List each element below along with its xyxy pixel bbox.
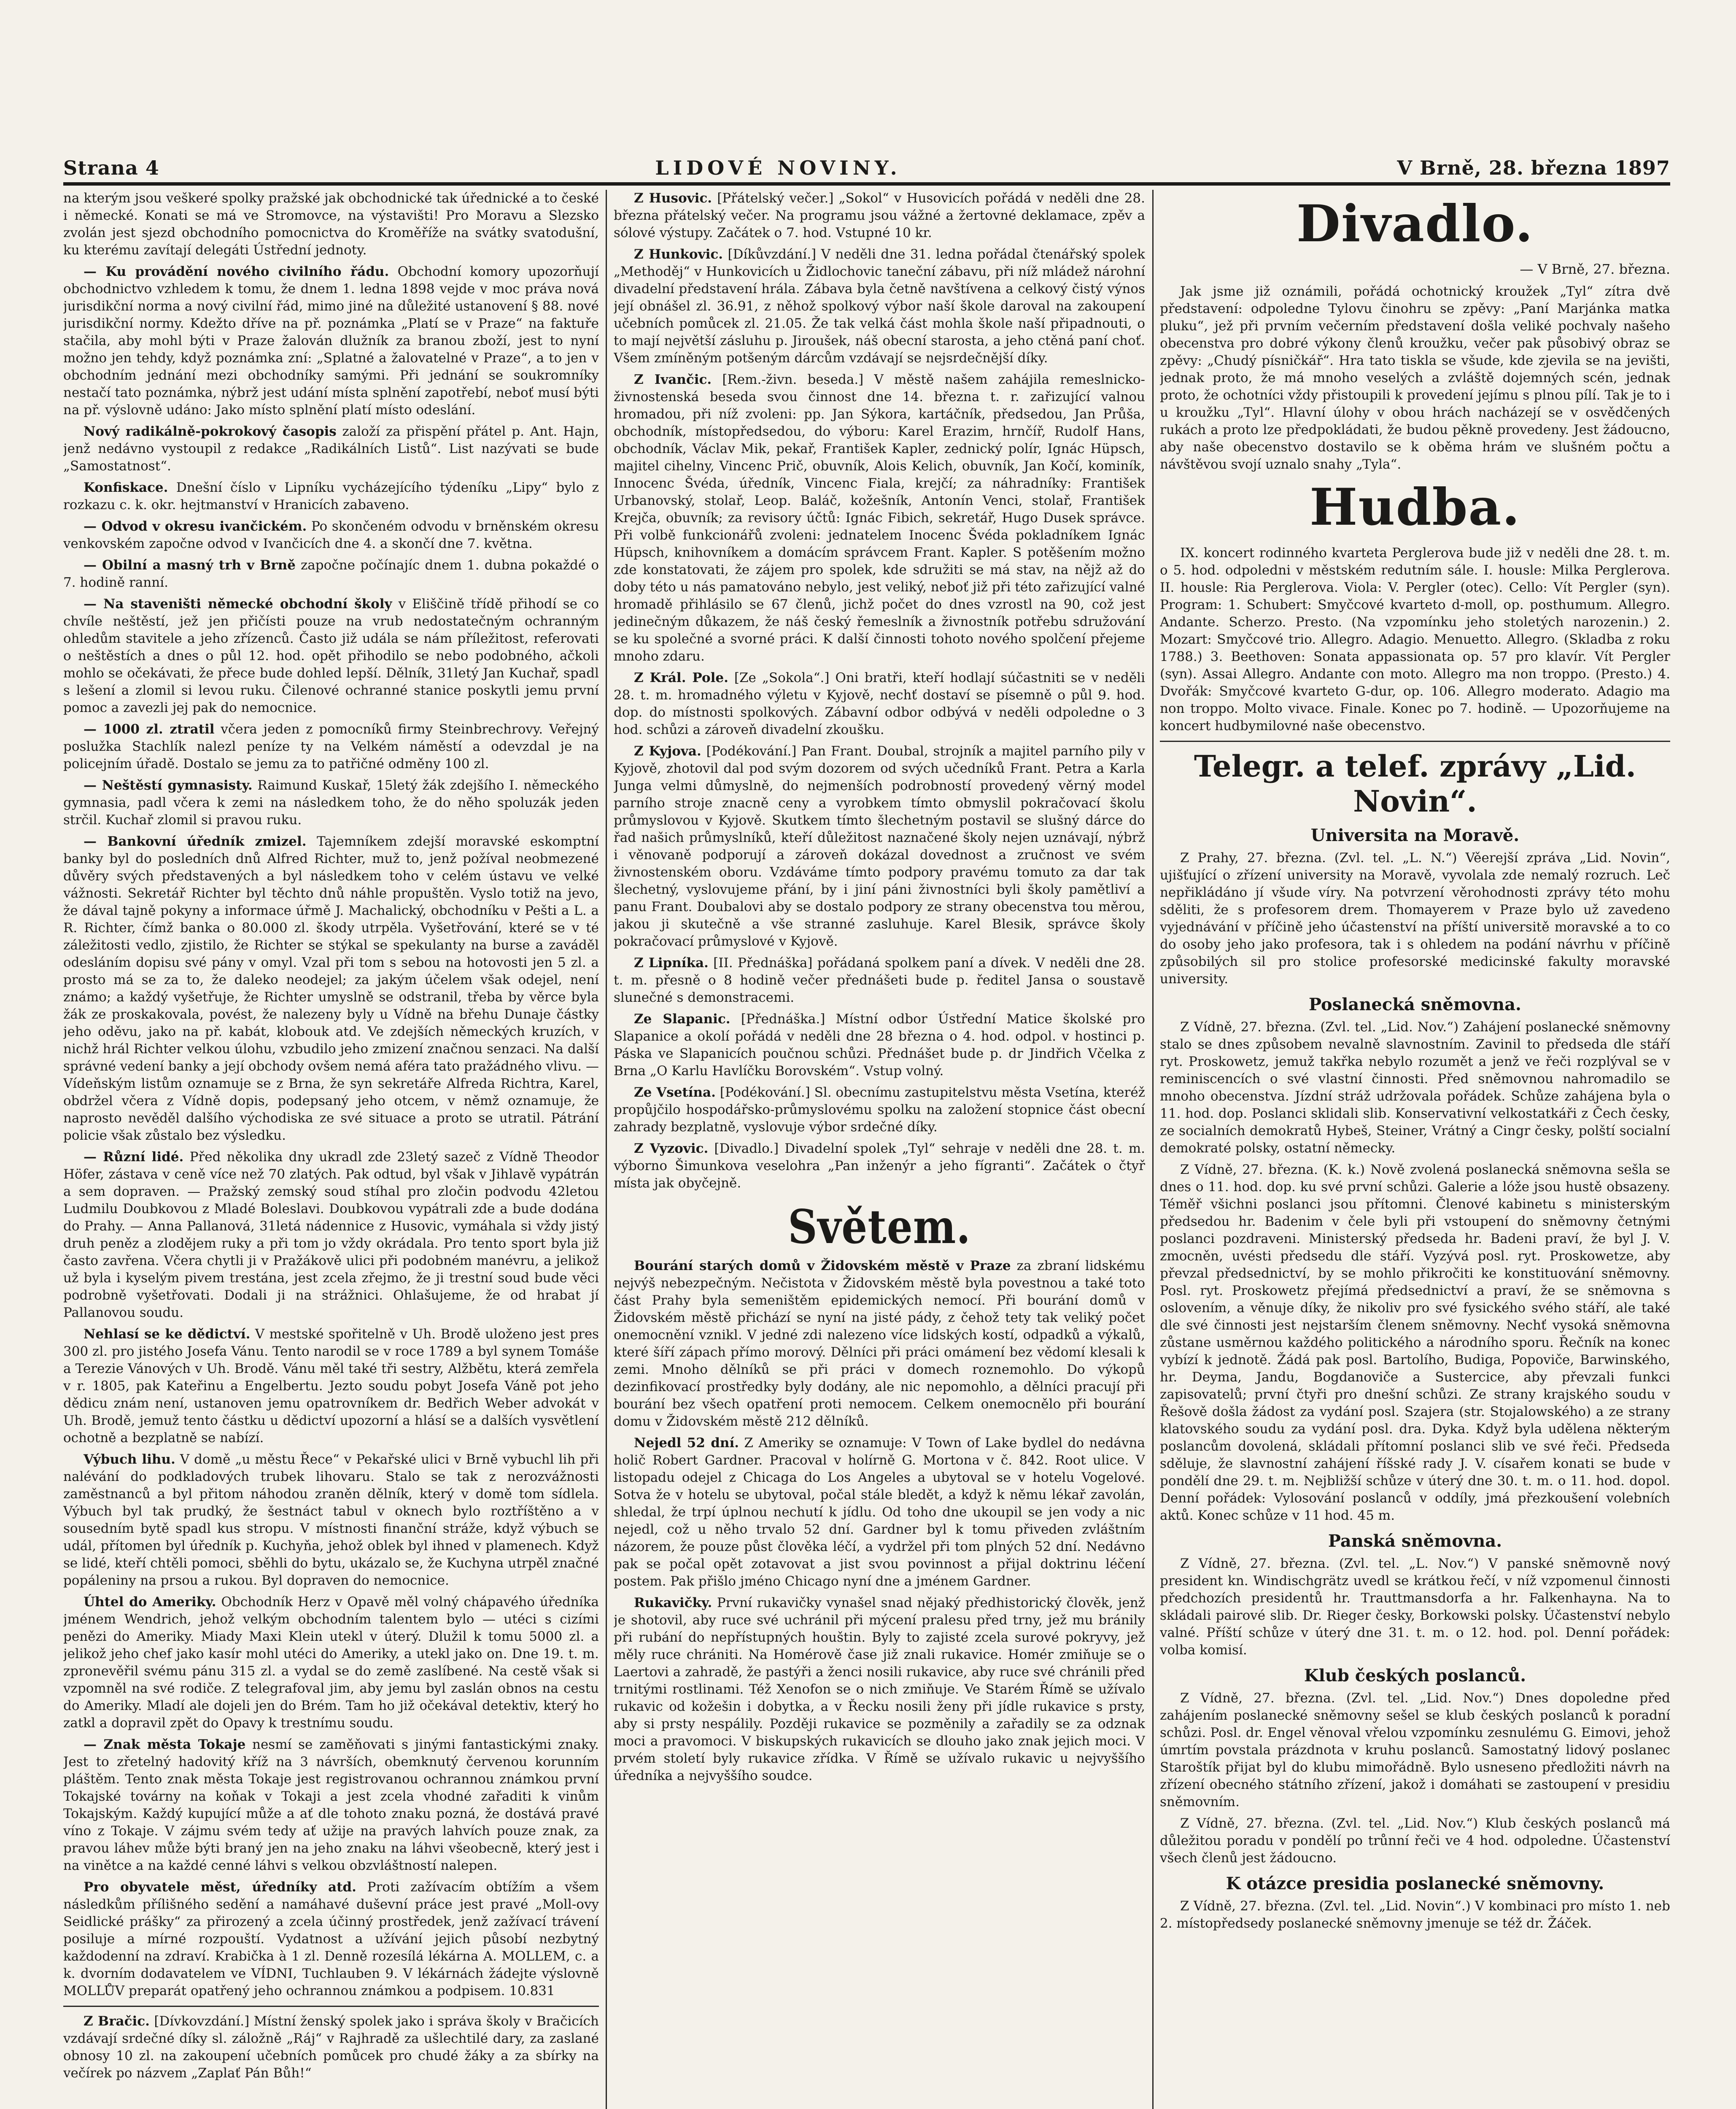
article-paragraph: Pro obyvatele měst, úředníky atd. Proti zažívacím obtížím a všem následkům přílišného sedění a namáhavé duševní práce jest pravé „Moll-ovy Seidlické prášky“ za přirozený a zcela účinný prostředek, jenž zažívací trávení posiluje a mírné rozpouští. Vydatnost a užívání jejich působí nezbytný každodenní na zdraví. Krabička à 1 zl. Denně rozesílá lékárna A. MOLLEM, c. a k. dvorním dodavatelem ve VÍDNI, Tuchlauben 9. V lékárnách žádejte výslovně MOLLŮV preparát opatřený jeho ochrannou známkou a podpisem. 10.831 [63, 1880, 599, 1998]
article-paragraph: Úhtel do Ameriky. Obchodník Herz v Opavě měl volný chápavého úředníka jménem Wendrich, jehož velkým obchodním talentem bylo — utéci s cizími penězi do Ameriky. Miady Maxi Klein utekl v úterý. Dlužil k tomu 5000 zl. a jelikož jeho chef jako kasír mohl utéci do Ameriky, a utekl jako on. Dne 19. t. m. zpronevěřil svému pánu 315 zl. a vydal se do země zaslíbené. Na cestě však si vzpomněl na své rodiče. Z telegrafoval jim, aby jemu byl zaslán obnos na cestu do Ameriky. Mladí ale dojeli jen do Brém. Tam ho již očekával detektiv, který ho zatkl a dopravil zpět do Opavy k trestnímu soudu. [63, 1594, 599, 1731]
article-paragraph: na kterým jsou veškeré spolky pražské jak obchodnické tak úřednické a to české i německé. Konati se má ve Stromovce, na výstavišti! Pro Moravu a Slezsko zvolán jest sjezd obchodního pomocnictva do Kroměříže na svátky svatodušní, ku kterému zavítají delegáti Ústřední jednoty. [63, 191, 599, 258]
section-heading-telegrams: Telegr. a telef. zprávy „Lid. Novin“. [1194, 749, 1636, 819]
section-heading-hudba: Hudba. [1310, 477, 1520, 537]
issue-date: V Brně, 28. března 1897 [1397, 156, 1670, 179]
article-paragraph: Z Kyjova. [Podékování.] Pan Frant. Doubal, strojník a majitel parního pily v Kyjově, zhotovil dal pod svým dozorem od svých učedníků Frant. Petra a Karla Junga velmi důmyslně, do nejmenších podrobností provedený věrný model parního stroje znacně ceny a vyrobkem tímto obmyslil pokračovací školu průmyslovou v Kyjově. Skutkem tímto šlechetným postavil se slušný dárce do řad našich průmyslníků, kteří důležitost naznačené školy nejen uznávají, nýbrž i věnovaně podporují a zároveň dokázal dovednost a zručnost ve svém živnostenském oboru. Vzdáváme tímto podpory pravému tomuto za dar tak šlechetný, vyslovujeme přání, by i jiní páni živnostníci byli školy pamětliví a panu Frant. Doubalovi aby se dostalo podpory ze strany obecenstva tou měrou, jakou ji skutečně a vše stranné zasluhuje. Karel Blesik, správce školy pokračovací průmyslové v Kyjově. [614, 744, 1145, 949]
article-paragraph: — Na staveništi německé obchodní školy v Eliščině třídě přihodí se co chvíle neštěstí, jež jen přičísti pouze na vrub nedostatečným ochranným ohledům stavitele a jeho zřízenců. Často již udála se nám příležitost, referovati o neštěstích a dnes o půl 12. hod. opět přihodilo se nebo podobného, ačkoli mohlo se očekávati, že přece bude dohled lepší. Dělník, 31letý Jan Kuchař, spadl s lešení a zlomil si levou ruku. Čilenové ochranné stanice poskytli jemu první pomoc a zavezli jej pak do nemocnice. [63, 596, 599, 715]
subheading-presidium: K otázce presidia poslanecké sněmovny. [1226, 1874, 1604, 1893]
article-paragraph: Z Ivančic. [Rem.-živn. beseda.] V městě našem zahájila remeslnicko-živnostenská beseda svou činnost dne 14. března t. r. zařizující valnou hromadou, při níž zvoleni: pp. Jan Sýkora, kartáčník, předsedou, Jan Průša, obchodník, místopředsedou, do výboru: Karel Erazim, hrnčíř, Rudolf Hans, obchodník, Václav Mik, pekař, František Kapler, zednický polír, Ignác Hüpsch, majitel cihelny, Vincenc Prič, obuvník, Alois Kelich, obuvník, Jan Kočí, kominík, Innocenc Švéda, úředník, Vincenc Fiala, krejčí; za náhradníky: František Urbanovský, stolař, Leop. Baláč, kožešník, Antonín Venci, stolař, František Krejča, obuvník; za revisory účtů: Ignác Fibich, sekretář, Hugo Dusek správce. Při volbě funkcionářů zvoleni: jednatelem Inocenc Švéda pokladníkem Ignác Hüpsch, knihovníkem a domácím správcem Frant. Kapler. S potěšením možno zde konstatovati, že zájem pro spolek, kde sdružiti se má stav, na nějž až do doby této u nás pamatováno nebylo, jest veliký, neboť již při této zařizující valné hromadě přihlásilo se 67 členů, jichž počet do dnes vzrostl na 90, což jest jedinečným důkazem, že náš český řemeslník a živnostník potřebu sdružování se ku společné a svorné práci. K další činnosti tohoto nového spolčení přejeme mnoho zdaru. [614, 372, 1145, 664]
column-3 [1160, 190, 1670, 2109]
article-paragraph: — Neštěstí gymnasisty. Raimund Kuskař, 15letý žák zdejšího I. německého gymnasia, padl včera k zemi na následkem toho, že do něho spoluzák jeden strčil. Kuchař zlomil si pravou ruku. [63, 778, 599, 828]
newspaper-title: LIDOVÉ NOVINY. [655, 156, 901, 179]
section-heading-divadlo: Divadlo. [1296, 194, 1534, 254]
article-paragraph: Z Prahy, 27. března. (Zvl. tel. „L. N.“) Věerejší zpráva „Lid. Novin“, ujišťující o zřízení university na Moravě, vyvolala zde nemalý rozruch. Leč nepřikládáno jí všude víry. Na potvrzení věrohodnosti zprávy této mohu sděliti, že s profesorem drem. Thomayerem v Praze bylo už zavedeno vyjednávání v příčině jeho účastenství na příští universitě moravské a to co do osoby jeho jako profesora, tak i s ohledem na podání návrhu v příčině způsobilých sil pro stolice profesorské medicinské fakulty moravské university. [1160, 850, 1670, 987]
article-paragraph: — 1000 zl. ztratil včera jeden z pomocníků firmy Steinbrechrovy. Veřejný poslužka Stachlík nalezl peníze ty na Velkém náměstí a odevzdal je na policejním úřadě. Dostalo se jemu za to patřičné odměny 100 zl. [63, 722, 599, 771]
article-paragraph: Ze Slapanic. [Přednáška.] Místní odbor Ústřední Matice školské pro Slapanice a okolí pořádá v neděli dne 28 března o 4. hod. odpol. v hostinci p. Páska ve Slapanicích poučnou schůzi. Přednášet bude p. dr Jindřich Včelka z Brna „O Karlu Havlíčku Borovském“. Vstup volný. [614, 1011, 1145, 1079]
subheading-klub: Klub českých poslanců. [1304, 1666, 1526, 1686]
column-divider [606, 190, 607, 2109]
article-paragraph: Ze Vsetína. [Podékování.] Sl. obecnímu zastupitelstvu města Vsetína, kteréž propůjčilo hospodářsko-průmyslovému spolku na založení stopnice část obecní zahrady bezplatně, vyslovuje výbor srdečné díky. [614, 1085, 1145, 1135]
article-paragraph: — Ku provádění nového civilního řádu. Obchodní komory upozorňují obchodnictvo vzhledem k tomu, že dnem 1. ledna 1898 vejde v moc práva nová jurisdikční norma a nový civilní řád, mimo jiné na důležité ustanovení § 88. nové jurisdikční normy. Kdežto dříve na př. poznámka „Platí se v Praze“ na faktuře stačila, aby mohl býti v Praze žalován dlužník za branou zboží, jest to nyní možno jen tehdy, když poznámka zní: „Splatné a žalovatelné v Praze“, a to jen v obchodním jednání mezi obchodníky samými. Při jednání se soukromníky nestačí tato poznámka, nýbrž jest udání místa splnění zapotřebí, neboť musí býti na př. výslovně udáno: Jako místo splnění platí místo odeslání. [63, 264, 599, 418]
article-paragraph: Výbuch lihu. V domě „u městu Řece“ v Pekařské ulici v Brně vybuchl lih při nalévání do podkladových trubek lihovaru. Stalo se tak z nerozvážnosti zaměstnanců a byl přitom náhodou zraněn dělník, který v domě tom sídlela. Výbuch byl tak prudký, že šestnáct tabul v oknech bylo roztříštěno a v sousedním bytě spadl kus stropu. V místnosti finanční stráže, když výbuch se udál, přítomen byl úředník p. Kuchyňa, jehož oblek byl ihned v plamenech. Když se lidé, kteří chtěli pomoci, sběhli do bytu, ukázalo se, že Kuchyna utrpěl značné popáleniny na prsou a rukou. Byl dopraven do nemocnice. [63, 1452, 599, 1588]
article-paragraph: — Bankovní úředník zmizel. Tajemníkem zdejší moravské eskomptní banky byl do posledních dnů Alfred Richter, muž to, jenž požíval neobmezené důvěry svých představených a byl následkem toho v celém ústavu ve velké vážnosti. Sekretář Richter byl těchto dnů náhle propuštěn. Vyslo totiž na jevo, že dával tajně pokyny a informace úřmě J. Machalický, obchodníku v Pešti a L. a R. Richter, čímž banka o 80.000 zl. škody utrpěla. Vyšetřování, které se v té záležitosti vedlo, zjistilo, že Richter se stýkal se spekulanty na burse a zaváděl odesláním dopisu své pány v omyl. Vzal při tom s sebou na hotovosti jen 5 zl. a prosto má se za to, že daleko neodejel; za jakým účelem však odejel, není známo; a každý vyšetřuje, že Richter umyslně se odstranil, třeba by věrce byla žák ze proskakovala, povést, že nalezeny byly u Vídně na břehu Dunaje částky jeho oděvu, jako na př. kabát, klobouk atd. Ve zdejších německých kruzích, v nichž hrál Richter velkou úlohu, vzbudilo jeho zmizení značnou senzaci. Na další správné vedení banky a její obchody ovšem nemá aféra tato pražádného vlivu. — Vídeňským listům oznamuje se z Brna, že syn sekretáře Alfreda Richtra, Karel, obdržel včera z Vídně dopis, podepsaný jeho otcem, v němž oznamuje, že naprosto nevěděl dalšího východiska ze své situace a proto se utratil. Pátrání policie však zůstalo bez výsledku. [63, 834, 599, 1143]
article-paragraph: — Odvod v okresu ivančickém. Po skončeném odvodu v brněnském okresu venkovském započne odvod v Ivančicích dne 4. a skončí dne 7. května. [63, 519, 599, 551]
article-paragraph: Nehlasí se ke dědictví. V mestské spořitelně v Uh. Brodě uloženo jest pres 300 zl. pro jistého Josefa Vánu. Tento narodil se v roce 1789 a byl synem Tomáše a Terezie Vánových v Uh. Brodě. Vánu měl také tři sestry, Alžbětu, která zemřela v r. 1805, pak Kateřinu a Engelbertu. Jezto soudu pobyt Josefa Váně pot jeho dědicu znám není, ustanoven jemu opatrovníkem dr. Bedřich Weber advokát v Uh. Brodě, jemuž tento částku u dědictví upozorní a hlásí se a dalších vysvětlení ochotně a bezplatně se nabízí. [63, 1327, 599, 1446]
article-paragraph: Z Vídně, 27. března. (Zvl. tel. „Lid. Nov.“) Klub českých poslanců má důležitou poradu v pondělí po trůnní řeči ve 4 hod. odpoledne. Účastenství všech členů jest žádoucno. [1160, 1816, 1670, 1866]
article-paragraph: Z Hunkovic. [Díkůvzdání.] V neděli dne 31. ledna pořádal čtenářský spolek „Methoděj“ v Hunkovicích u Židlochovic taneční zábavu, při níž mládež nárohní divadelní představení hrála. Zábava byla četně navštívena a celkový čistý výnos její obnášel zl. 36.91, z něhož spolkový výbor naší škole daroval na zakoupení učebních pomůcek zl. 21.05. Že tak velká část mohla škole naší připadnouti, o to mají největší zásluhu p. Jiroušek, náš obecní starosta, a jeho ctěná paní choť. Všem zmíněným potšeným dárcům vzdávají se nejsrdečnější díky. [614, 247, 1145, 366]
article-paragraph: Z Vyzovic. [Divadlo.] Divadelní spolek „Tyl“ sehraje v neděli dne 28. t. m. výborno Šimunkova veselohra „Pan inženýr a jeho fígranti“. Začátek o čtyř místa jak obyčejně. [614, 1141, 1145, 1191]
article-paragraph: IX. koncert rodinného kvarteta Perglerova bude již v neděli dne 28. t. m. o 5. hod. odpoledni v městském redutním sále. I. housle: Milka Perglerova. II. housle: Ria Perglerova. Viola: V. Pergler (otec). Cello: Vít Pergler (syn). Program: 1. Schubert: Smyčcové kvarteto d-moll, op. posthumum. Allegro. Andante. Scherzo. Presto. (Na vzpomínku jeho stoletých narozenin.) 2. Mozart: Smyčcové trio. Allegro. Adagio. Menuetto. Allegro. (Skladba z roku 1788.) 3. Beethoven: Sonata appassionata op. 57 pro klavír. Vít Pergler (syn). Assai Allegro. Andante con moto. Allegro ma non troppo. (Presto.) 4. Dvořák: Smyčcové kvarteto G-dur, op. 106. Allegro moderato. Adagio ma non troppo. Molto vivace. Finale. Konec po 7. hodině. — Upozorňujeme na koncert hudbymilovné naše obecenstvo. [1160, 545, 1670, 734]
column-1 [63, 190, 599, 2109]
header-rule [63, 182, 1670, 186]
article-paragraph: Z Husovic. [Přátelský večer.] „Sokol“ v Husovicích pořádá v neděli dne 28. března přátelský večer. Na programu jsou vážné a žertovné deklamace, zpěv a sólové výstupy. Začátek o 7. hod. Vstupné 10 kr. [614, 191, 1145, 240]
subheading-panska: Panská sněmovna. [1328, 1531, 1502, 1551]
article-paragraph: Z Vídně, 27. března. (K. k.) Nově zvolená poslanecká sněmovna sešla se dnes o 11. hod. dop. ku své první schůzi. Galerie a lóže jsou hustě obsazeny. Téměř všichni poslanci jsou přítomni. Členové kabinetu s ministerským předsedou hr. Badenim v čele byli při vstoupení do sněmovny četnými poslanci pozdraveni. Ministerský předseda hr. Badeni praví, že byl J. V. zmocněn, uvésti předsedu dle stáří. Vyzývá posl. ryt. Proskowetze, aby převzal předsednictví, by se mohlo přikročiti ke konstituování sněmovny. Posl. ryt. Proskowetz přejímá předsednictví a praví, že se sněmovna s oslovením, a věnuje díky, že nikoliv pro své fysického svého stáří, ale také dle své činnosti jest nejstarším členem sněmovny. Nechť vysoká sněmovna zůstane usměrnou každého politického a národního sporu. Řečník na konec vybízí k jednotě. Žádá pak posl. Bartolího, Budiga, Popoviče, Barwinského, hr. Deyma, Jandu, Bogdanoviče a Sustercice, aby převzali funkci zapisovatelů; první čtyři pro dnešní schůzi. Ze strany krajského soudu v Řešově došla žádost za vydání posl. Szajera (str. Stojalowského) a ze strany klatovského soudu za vydání posl. dra. Dyka. Když byla udělena některým poslancům dovolená, skládali přítomní poslanci slib ve své řeči. Předseda sděluje, že slavnostní zahájení říšské rady J. V. císařem konati se bude v pondělí dne 29. t. m. Nejbližší schůze v úterý dne 30. t. m. o 11. hod. dopol. Denní pořádek: Vylosování poslanců v oddíly, jmá přezkoušení volebních aktů. Konec schůze v 11 hod. 45 m. [1160, 1162, 1670, 1523]
article-paragraph: Z Bračic. [Dívkovzdání.] Místní ženský spolek jako i správa školy v Bračicích vzdávají srdečné díky sl. záložně „Ráj“ v Rajhradě za ušlechtilé dary, za zaslané obnosy 10 zl. na zakoupení učebních pomůcek pro chudé žáky a za sbírky na večírek po názvem „Zaplať Pán Bůh!“ [63, 2014, 599, 2081]
article-paragraph: Rukavičky. První rukavičky vynašel snad nějaký předhistorický člověk, jenž je shotovil, aby ruce své uchránil při mýcení pralesu před trny, jež mu bránily při rubání do nepřístupných houštin. Byly to zajisté zcela surové pokryvy, jež měly ruce chrániti. Na Homérově čase již znali rukavice. Homér zmiňuje se o Laertovi a zahradě, že pastýři a ženci nosili rukavice, aby ruce své chránili před trnitými rostlinami. Též Xenofon se o nich zmiňuje. Ve Starém Římě se užívalo rukavic od kožešin i dobytka, a v Řecku nosili ženy při jídle rukavice s prsty, aby si prsty nespálily. Později rukavice se pozměnily a zařadily se za odznak moci a pravomoci. V biskupských rukavicích se dlouho jako znak jejich moci. V prvém století byly rukavice zřídka. V Římě se užívalo rukavic u nejvyššího úředníka a nejvyššího soudce. [614, 1595, 1145, 1783]
article-paragraph: Z Král. Pole. [Ze „Sokola“.] Oni bratři, kteří hodlají súčastniti se v neděli 28. t. m. hromadného výletu v Kyjově, nechť dostaví se písemně o půl 9. hod. dop. do místnosti spolkových. Zábavní odbor odbývá v neděli odpoledne o 3 hod. schůzi a zároveň divadelní zkoušku. [614, 670, 1145, 737]
article-paragraph: Z Lipníka. [II. Přednáška] pořádaná spolkem paní a dívek. V neděli dne 28. t. m. přesně o 8 hodině večer přednášeti bude p. ředitel Jansa o soustavě slunečné s demonstracemi. [614, 955, 1145, 1005]
article-paragraph: Z Vídně, 27. března. (Zvl. tel. „Lid. Nov.“) Zahájení poslanecké sněmovny stalo se dnes způsobem nevalně slavnostním. Zavinil to předseda dle stáří ryt. Proskowetz, jemuž takřka nebylo rozumět a jenž ve řeči rozplýval se v reminiscencích o své vlastní činnosti. Před sněmovnou nahromadilo se mnoho obecenstva. Jízdní stráž udržovala pořádek. Schůze zahájena byla o 11. hod. dop. Poslanci sklidali slib. Konservativní velkostatkáři z Čech česky, ze socialních demokratů Hybeš, Steiner, Vrátný a Cingr česky, polští socialní demokraté polsky, ostatní německy. [1160, 1019, 1670, 1156]
article-paragraph: — Obilní a masný trh v Brně započne počínajíc dnem 1. dubna pokaždé o 7. hodině ranní. [63, 558, 599, 590]
article-paragraph: Jak jsme již oznámili, pořádá ochotnický kroužek „Tyl“ zítra dvě představení: odpoledne Tylovu činohru se zpěvy: „Paní Marjánka matka pluku“, jež při prvním večerním představení došla veliké pochvaly našeho obecenstva pro dobré výkony členů kroužku, večer pak působivý obraz se zpěvy: „Chudý písničkář“. Hra tato tiskla se všude, kde zjevila se na jevišti, jednak proto, že má mnoho veselých a zvláště dojemných scén, jednak proto, že ochotníci vždy přistoupili k provedení jejímu s plnou pílí. Tak je to i u kroužku „Tyl“. Hlavní úlohy v obou hrách nacházejí se v osvědčených rukách a proto lze předpokládati, že budou pěkně provedeny. Jest žádoucno, aby naše obecenstvo dostavilo se k oběma hrám ve slušném počtu a návštěvou svojí uznalo snahy „Tyla“. [1160, 284, 1670, 472]
subheading-universita: Universita na Moravě. [1310, 825, 1520, 845]
article-paragraph: Bourání starých domů v Židovském městě v Praze za zbraní lidskému nejvýš nebezpečným. Nečistota v Židovském městě byla povestnou a také toto část Prahy byla semeništěm epidemických nemocí. Při bourání domů v Židovském městě přichází se nyní na jisté pády, z čehož tety tak veliký počet onemocnění vznikl. V jedné zdi nalezeno více lidských kostí, odpadků a výkalů, které šíří zápach přímo morový. Dělníci při práci omámení bez vědomí klesali k zemi. Mnoho dělníků se při práci v domech roznemohlo. Do výkopů dezinfikovací prostředky byly dodány, ale nic nepomohlo, a dělníci pracují při bourání bez všech opatření proti nemocem. Celkem onemocnělo při bourání domu v Židovském městě 212 dělníků. [614, 1258, 1145, 1429]
article-paragraph: Z Vídně, 27. března. (Zvl. tel. „Lid. Nov.“) Dnes dopoledne před zahájením poslanecké sněmovny sešel se klub českých poslanců k poradní schůzi. Posl. dr. Engel věnoval vřelou vzpomínku zesnulému G. Eimovi, jehož úmrtím povstala prázdnota v kruhu poslanců. Samostatný lidový poslanec Staroštík přijat byl do klubu mimořádně. Bylo usneseno předložiti návrh na zřízení obecného státního zřízení, jakož i domáhati se zastoupení v presidiu sněmovním. [1160, 1691, 1670, 1810]
dateline: — V Brně, 27. března. [1520, 261, 1670, 277]
section-heading-svetem: Světem. [788, 1199, 971, 1254]
section-rule [1160, 741, 1670, 742]
article-paragraph: — Různí lidé. Před několika dny ukradl zde 23letý sazeč z Vídně Theodor Höfer, zástava v ceně více než 70 zlatých. Pak odtud, byl však v Jihlavě vypátrán a sem dopraven. — Pražský zemský soud stíhal pro zločin podvodu 42letou Ludmilu Doubkovou z Mladé Boleslavi. Doubkovou vypátrali zde a bude dodána do Prahy. — Anna Pallanová, 31letá nádennice z Husovic, vymáhala si vždy jistý druh peněz a zlodějem ruky a při tom jo vždy okrádala. Pro tento sport byla již často zavřena. Včera chytli ji v Pražákově ulici při podobném manévru, a jelikož už byla i kyselým pivem trestána, jest zcela zřejmo, že ji trestní soud bude věci podrobně vyšetřovati. Dodali ji na strážnici. Ohlašujeme, že od hrabat jí Pallanovou soudu. [63, 1149, 599, 1320]
page-header [63, 146, 1670, 179]
subheading-poslanecka: Poslanecká sněmovna. [1309, 995, 1521, 1014]
article-paragraph: Z Vídně, 27. března. (Zvl. tel. „L. Nov.“) V panské sněmovně nový president kn. Windischgrätz uvedl se krátkou řečí, v níž vzpomenul činnosti předchozích presidentů hr. Trauttmansdorfa a hr. Falkenhayna. Na to skládali pairové slib. Dr. Rieger česky, Borkowski polsky. Účastenství nebylo valné. Příští schůze v úterý dne 31. t. m. o 12. hod. pol. Denní pořádek: volba komisí. [1160, 1556, 1670, 1658]
column-divider [1152, 190, 1154, 2109]
page-number: Strana 4 [63, 156, 159, 179]
section-rule [63, 2006, 599, 2007]
article-paragraph: Nejedl 52 dní. Z Ameriky se oznamuje: V Town of Lake bydlel do nedávna holič Robert Gardner. Pracoval v holírně G. Mortona v č. 842. Root ulice. V listopadu odejel z Chicaga do Los Angeles a ubytoval se v hotelu Vogelové. Sotva že v hotelu se ubytoval, počal stále bledět, a když k němu lékař zavolán, shledal, že trpí úplnou nechutí k jídlu. Od toho dne ukoupil se jen vody a nic nejedl, což u něho trvalo 52 dní. Gardner byl k tomu přiveden zvláštním názorem, že pouze půst člověka léčí, a vydržel při tom plných 52 dní. Nedávno pak se počal opět zotavovat a jist svou povinnost a přijal doktrinu léčení postem. Pak přišlo jméno Chicago nyní dne a jménem Gardner. [614, 1435, 1145, 1589]
article-paragraph: — Znak města Tokaje nesmí se zaměňovati s jinými fantastickými znaky. Jest to zřetelný hadovitý kříž na 3 návrších, obemknutý červenou korunním pláštěm. Tento znak města Tokaje jest registrovanou ochrannou známkou první Tokajské továrny na koňak v Tokaji a jest zcela vhodné zařaditi k vinům Tokajským. Každý kupující může a ať dle tohoto znaku pozná, že dostává pravé víno z Tokaje. V zájmu svém tedy ať užije na pravých lahvích pouze znak, za pravou láhev může býti braný jen na jeho znaku na láhvi všeobecně, který jest i na vinětce a na každé cenné láhvi s velkou obzvláštností nalepen. [63, 1737, 599, 1873]
article-paragraph: Nový radikálně-pokrokový časopis založí za přispění přátel p. Ant. Hajn, jenž nedávno vystoupil z redakce „Radikálních Listů“. List nazývati se bude „Samostatnost“. [63, 424, 599, 474]
article-paragraph: Konfiskace. Dnešní číslo v Lipníku vycházejícího týdeníku „Lipy“ bylo z rozkazu c. k. okr. hejtmanství v Hranicích zabaveno. [63, 480, 599, 512]
article-paragraph: Z Vídně, 27. března. (Zvl. tel. „Lid. Novin“.) V kombinaci pro místo 1. neb 2. místopředsedy poslanecké sněmovny jmenuje se též dr. Žáček. [1160, 1899, 1670, 1931]
column-2 [614, 190, 1145, 2109]
